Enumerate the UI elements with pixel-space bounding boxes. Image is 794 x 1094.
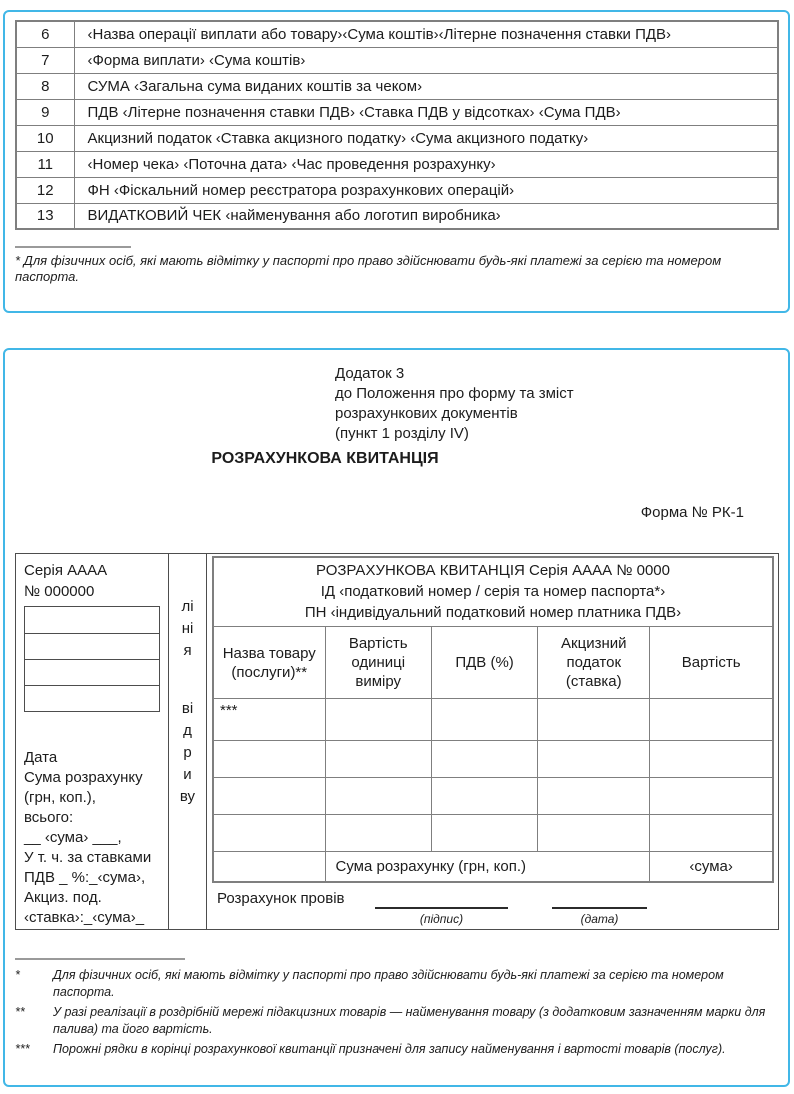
table-row [16, 73, 778, 99]
counterfoil-line: Сума розрахунку [24, 769, 143, 786]
conducted-by-label: Розрахунок провів [217, 890, 345, 907]
empty-cell [650, 699, 773, 741]
date-caption: (дата) [580, 912, 619, 926]
row-description: ВИДАТКОВИЙ ЧЕК ‹найменування або логотип виробника› [74, 203, 778, 229]
empty-cell [538, 741, 650, 778]
empty-cell [650, 741, 773, 778]
tear-line-word: лінія [181, 598, 194, 659]
blank-entry-row [25, 633, 159, 659]
footnote-text: * Для фізичних осіб, які мають відмітку у паспорті про право здійснювати будь-які платежі за серією та номером паспорта. [15, 253, 722, 284]
table-row [213, 557, 773, 627]
empty-cell [325, 699, 431, 741]
table-row [213, 815, 773, 852]
counterfoil-section [16, 554, 169, 929]
column-header-row [213, 627, 773, 699]
row-number: 10 [16, 125, 74, 151]
empty-cell [650, 778, 773, 815]
row-description: ‹Форма виплати› ‹Сума коштів› [74, 47, 778, 73]
counterfoil-line: У т. ч. за ставками [24, 849, 152, 866]
footnote-marker-cell: *** [213, 699, 325, 741]
row-number: 11 [16, 151, 74, 177]
footnote [15, 1004, 776, 1037]
row-number: 13 [16, 203, 74, 229]
footnote-divider [15, 246, 131, 248]
appendix-line: до Положення про форму та зміст [335, 385, 574, 402]
footnote-marker: ** [15, 1005, 25, 1019]
counterfoil-line: Акциз. под. [24, 889, 102, 906]
receipt-header-line: РОЗРАХУНКОВА КВИТАНЦІЯ Серія АААА № 0000 [316, 562, 670, 579]
column-header: Назва товару (послуги)** [213, 627, 325, 699]
check-fields-panel [3, 10, 790, 313]
empty-cell [538, 699, 650, 741]
footnotes-section [15, 958, 776, 1062]
footnote [15, 967, 776, 1000]
counterfoil-text [24, 748, 160, 928]
table-row [16, 203, 778, 229]
footnote-divider [15, 958, 185, 960]
total-value: ‹сума› [650, 852, 773, 882]
empty-cell [325, 815, 431, 852]
row-description: ‹Номер чека› ‹Поточна дата› ‹Час проведення розрахунку› [74, 151, 778, 177]
page-title: РОЗРАХУНКОВА КВИТАНЦІЯ [211, 450, 439, 467]
tear-line-strip [169, 554, 207, 929]
receipt-table [212, 556, 774, 883]
receipt-main-section [207, 554, 778, 929]
counterfoil-line: ПДВ _ %:_‹сума›, [24, 869, 146, 886]
empty-cell [431, 778, 537, 815]
empty-cell [431, 699, 537, 741]
appendix-line: (пункт 1 розділу IV) [335, 425, 469, 442]
number-label: № 000000 [24, 583, 95, 600]
column-header: Вартість одиниці виміру [325, 627, 431, 699]
row-description: ‹Назва операції виплати або товару›‹Сума коштів›‹Літерне позначення ставки ПДВ› [74, 21, 778, 47]
table-row [16, 151, 778, 177]
tear-line-word: відриву [179, 700, 196, 805]
footnote-text: Порожні рядки в корінці розрахункової квитанції призначені для запису найменування і вартості товарів (послуг). [53, 1042, 726, 1056]
series-label: Серія АААА [24, 562, 108, 579]
column-header: Вартість [650, 627, 773, 699]
date-line [552, 907, 647, 909]
table-row [16, 21, 778, 47]
counterfoil-line: Дата [24, 749, 58, 766]
blank-entry-row [25, 607, 159, 633]
footnote-text: У разі реалізації в роздрібній мережі підакцизних товарів — найменування товару (з додатковим зазначенням марки для палива) та його вартість. [53, 1005, 766, 1036]
empty-cell [213, 852, 325, 882]
counterfoil-line: всього: [24, 809, 74, 826]
empty-cell [431, 815, 537, 852]
appendix-line: розрахункових документів [335, 405, 518, 422]
footnote-marker: * [15, 968, 20, 982]
empty-cell [213, 778, 325, 815]
row-number: 9 [16, 99, 74, 125]
empty-cell [538, 815, 650, 852]
appendix-header [335, 364, 574, 444]
row-description: ФН ‹Фіскальний номер реєстратора розрахункових операцій› [74, 177, 778, 203]
empty-cell [213, 741, 325, 778]
empty-cell [213, 815, 325, 852]
row-number: 6 [16, 21, 74, 47]
counterfoil-line: ‹ставка›:_‹сума›_ [24, 909, 145, 926]
empty-cell [538, 778, 650, 815]
row-number: 8 [16, 73, 74, 99]
counterfoil-line: __ ‹сума› ___, [24, 829, 122, 846]
blank-entry-boxes [24, 606, 160, 712]
signature-row [212, 886, 774, 930]
table-row [16, 99, 778, 125]
appendix-line: Додаток 3 [335, 365, 405, 382]
footnote [15, 1041, 776, 1058]
receipt-header-line: ІД ‹податковий номер / серія та номер паспорта*› [320, 583, 666, 600]
table-row [16, 125, 778, 151]
receipt-form [15, 553, 779, 930]
table-row [16, 177, 778, 203]
blank-entry-row [25, 659, 159, 685]
counterfoil-line: (грн, коп.), [24, 789, 96, 806]
table-row [213, 741, 773, 778]
row-description: Акцизний податок ‹Ставка акцизного податку› ‹Сума акцизного податку› [74, 125, 778, 151]
empty-cell [325, 741, 431, 778]
column-header: ПДВ (%) [431, 627, 537, 699]
row-description: ПДВ ‹Літерне позначення ставки ПДВ› ‹Ставка ПДВ у відсотках› ‹Сума ПДВ› [74, 99, 778, 125]
receipt-header-line: ПН ‹індивідуальний податковий номер платника ПДВ› [304, 604, 682, 621]
column-header: Акцизний податок (ставка) [538, 627, 650, 699]
table-row [213, 778, 773, 815]
empty-cell [325, 778, 431, 815]
empty-cell [431, 741, 537, 778]
blank-entry-row [25, 685, 159, 711]
row-description: СУМА ‹Загальна сума виданих коштів за чеком› [74, 73, 778, 99]
table-row [16, 47, 778, 73]
signature-line [375, 907, 508, 909]
row-number: 12 [16, 177, 74, 203]
footnote-text: Для фізичних осіб, які мають відмітку у паспорті про право здійснювати будь-які платежі за серією та номером паспорта. [53, 968, 724, 999]
table-row [213, 699, 773, 741]
footnote-marker: *** [15, 1042, 30, 1056]
signature-caption: (підпис) [419, 912, 464, 926]
empty-cell [650, 815, 773, 852]
receipt-header-cell [213, 557, 773, 627]
total-label: Сума розрахунку (грн, коп.) [325, 852, 650, 882]
check-fields-table [15, 20, 779, 230]
total-row [213, 852, 773, 882]
row-number: 7 [16, 47, 74, 73]
receipt-form-panel [3, 348, 790, 1087]
form-code-label: Форма № РК-1 [640, 504, 744, 521]
